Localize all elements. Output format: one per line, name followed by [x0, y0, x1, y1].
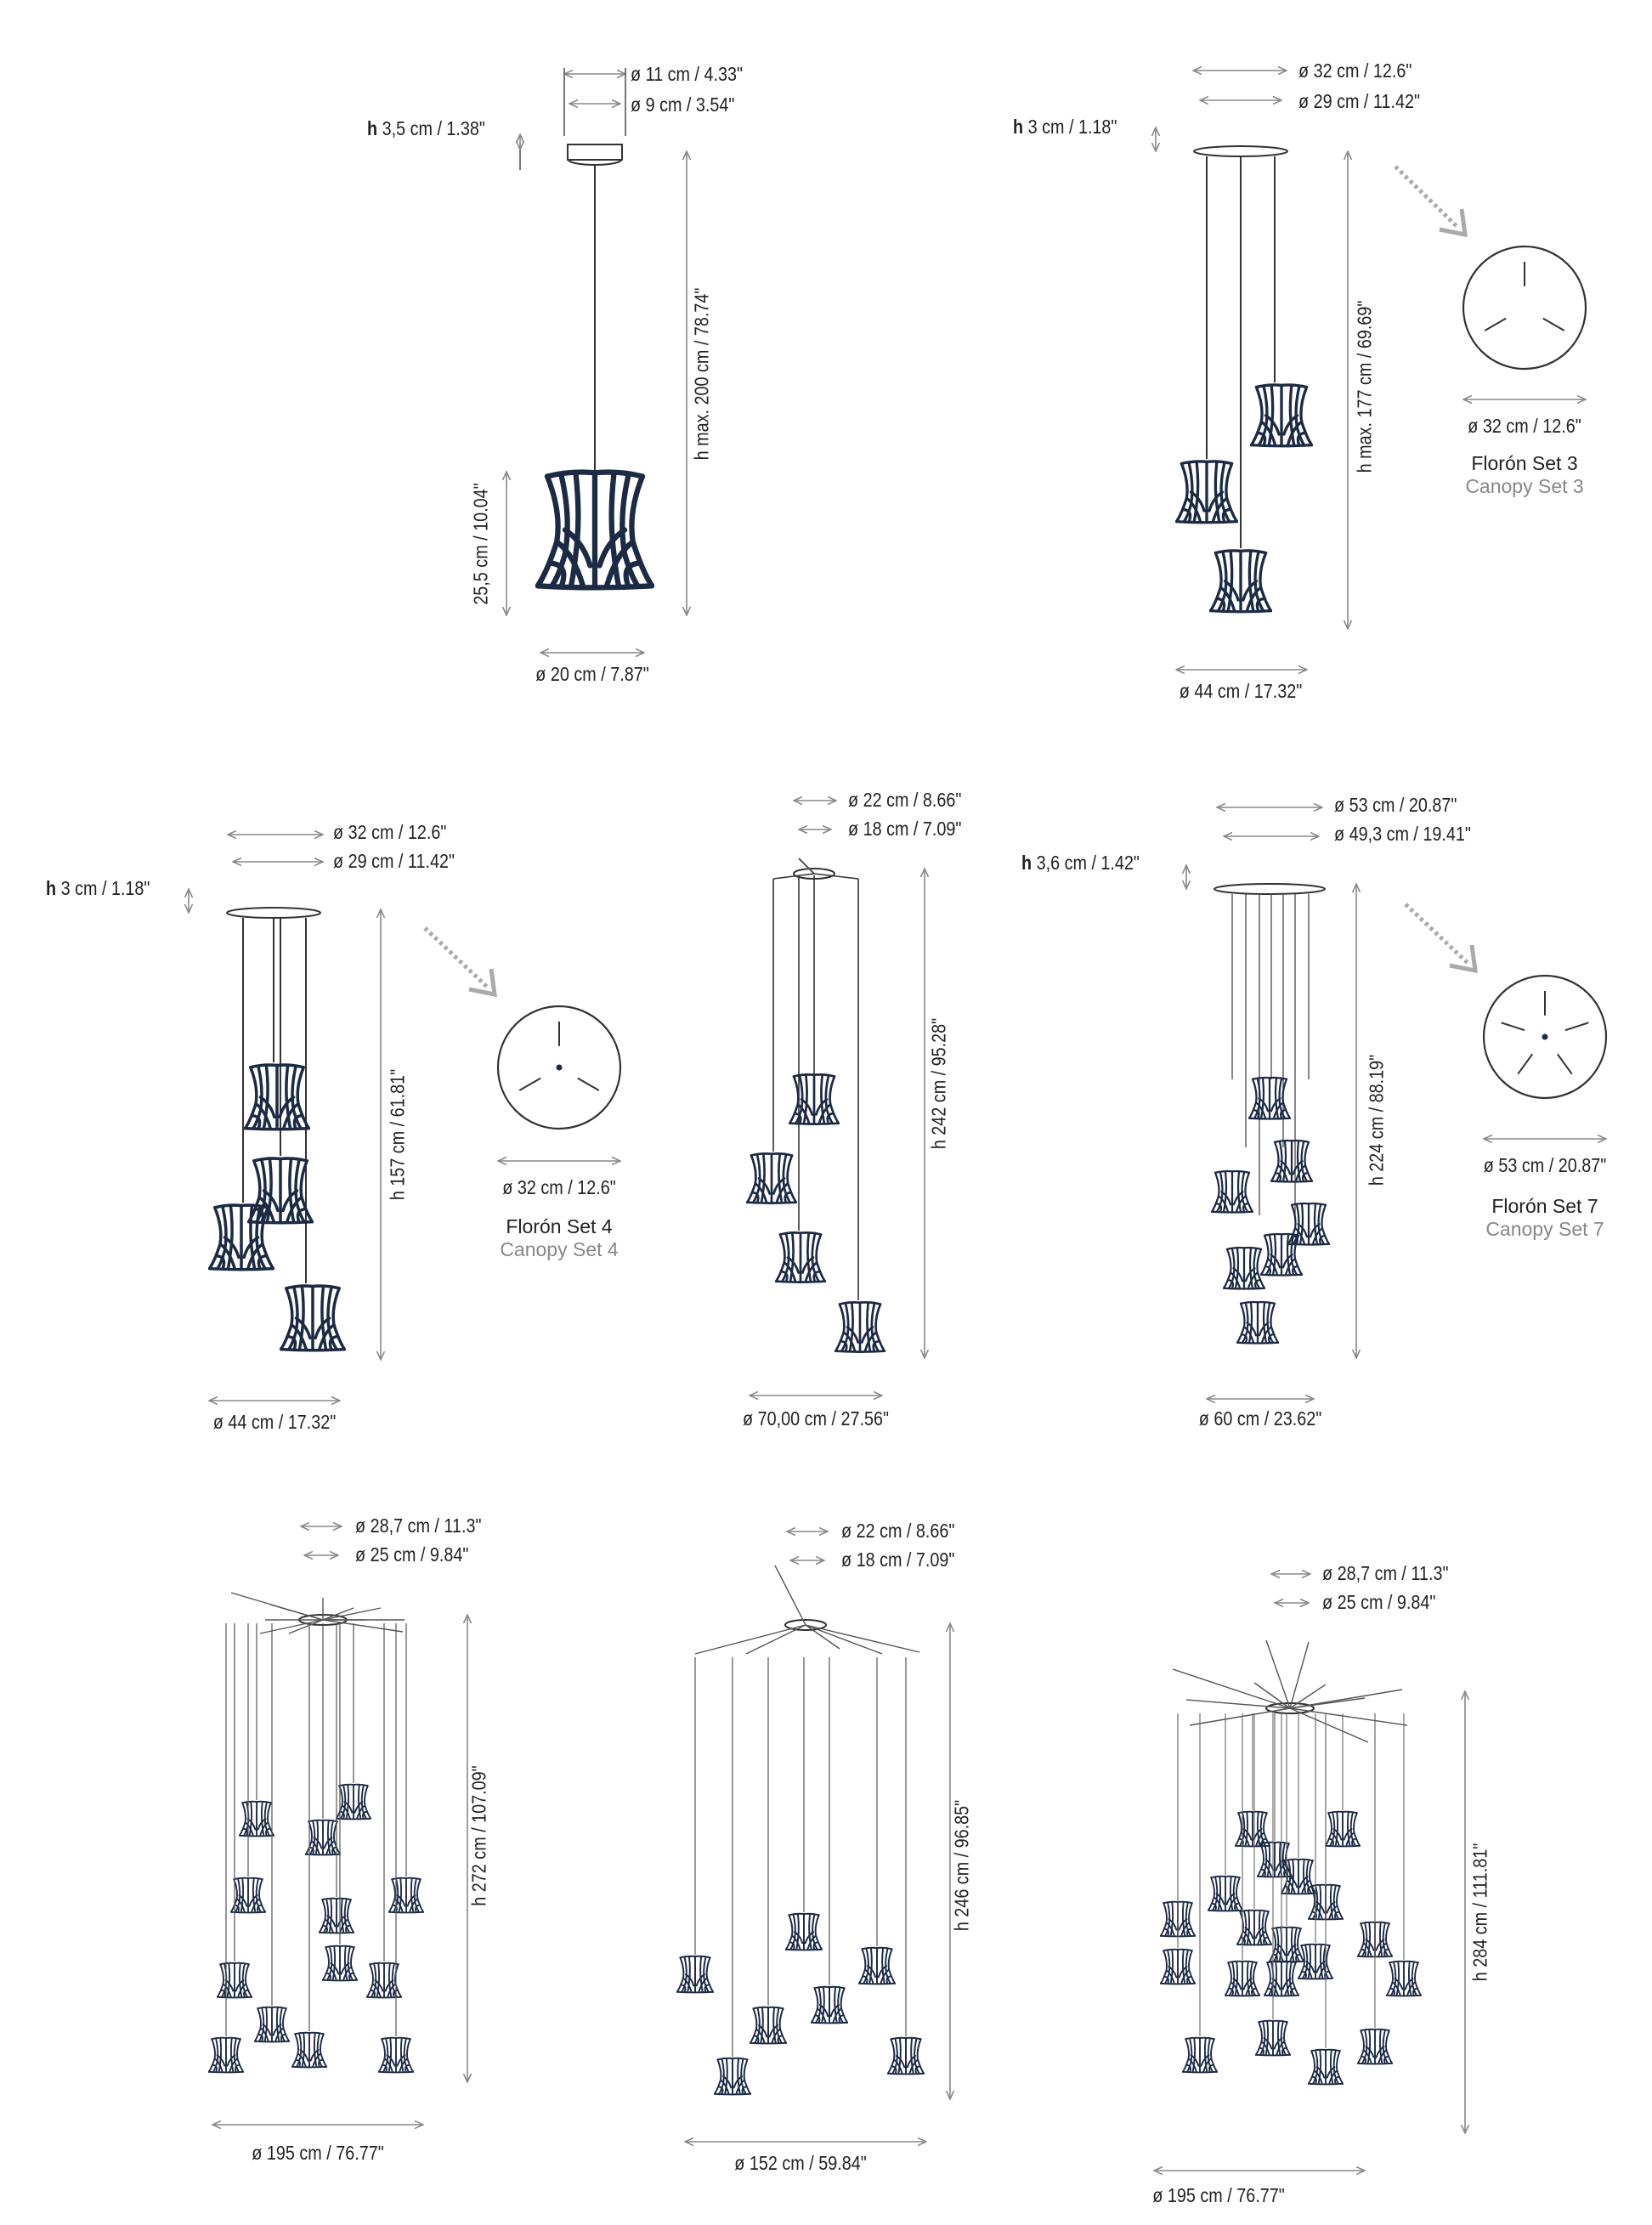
f7-arm	[695, 1625, 806, 1654]
f8-total-height: h 284 cm / 111.81"	[1468, 1843, 1491, 1982]
f3-canopy-height-value: 3 cm / 1.18"	[60, 877, 150, 899]
f2-canopy-height-value: 3 cm / 1.18"	[1027, 116, 1117, 138]
f4-shade	[747, 1153, 796, 1203]
f5-canopy-plan-arm	[1518, 1054, 1532, 1073]
f7-shade	[786, 1914, 822, 1950]
f5-canopy-diameter-inner: ø 49,3 cm / 19.41"	[1334, 823, 1471, 845]
f2-spread-diameter: ø 44 cm / 17.32"	[1179, 680, 1303, 702]
f7-spread-diameter: ø 152 cm / 59.84"	[734, 2152, 867, 2174]
f8-shade	[1161, 1950, 1195, 1984]
f5-canopy-plan-arm	[1565, 1022, 1588, 1030]
f6-shade	[379, 2038, 413, 2073]
f5-total-height: h 224 cm / 88.19"	[1365, 1054, 1388, 1186]
f3-canopy-diameter-inner: ø 29 cm / 11.42"	[333, 850, 455, 872]
f5-canopy-plan-diameter: ø 53 cm / 20.87"	[1483, 1154, 1607, 1176]
f2-canopy-plan	[1463, 246, 1586, 369]
f6-canopy-diameter-outer: ø 28,7 cm / 11.3"	[355, 1514, 482, 1537]
f3-canopy-diameter-outer: ø 32 cm / 12.6"	[333, 821, 447, 843]
f8-shade	[1208, 1877, 1242, 1911]
f1-canopy-diameter-inner: ø 9 cm / 3.54"	[631, 93, 735, 116]
f3-view-arrow	[425, 928, 488, 988]
f6-shade	[231, 1878, 265, 1913]
f4-shade	[835, 1302, 885, 1351]
f3-shade	[281, 1286, 345, 1350]
f6-shade	[306, 1820, 340, 1855]
f5-canopy-plan-center-dot	[1542, 1034, 1548, 1040]
f3-canopy-name	[500, 1215, 618, 1261]
f4-shade	[789, 1074, 839, 1124]
f6-shade	[255, 2007, 289, 2042]
f8-shade	[1256, 2021, 1290, 2056]
f3-spread-diameter: ø 44 cm / 17.32"	[212, 1411, 337, 1433]
f3-canopy-plan-arm	[578, 1079, 599, 1090]
f1-canopy-height	[367, 117, 485, 140]
f1-canopy-height-prefix: h	[367, 117, 378, 139]
f1-shade	[538, 473, 652, 588]
f8-shade	[1358, 2030, 1392, 2064]
f8-shade	[1264, 1962, 1298, 1996]
f6-shade	[292, 2033, 326, 2068]
f5-canopy-name-en: Canopy Set 7	[1485, 1218, 1604, 1240]
f2-shade	[1210, 551, 1270, 612]
f3-canopy-name-en: Canopy Set 4	[500, 1238, 619, 1260]
f7-arm	[775, 1565, 806, 1625]
f8-arm	[1290, 1708, 1407, 1725]
f6-shade	[389, 1878, 423, 1913]
f8-canopy-diameter-inner: ø 25 cm / 9.84"	[1322, 1591, 1436, 1613]
f3-shade	[246, 1065, 309, 1129]
f7-shade	[812, 1987, 847, 2024]
f8-arm	[1173, 1669, 1290, 1708]
f2-canopy-height-prefix: h	[1013, 116, 1024, 138]
f8-shade	[1183, 2038, 1217, 2073]
f2-canopy-plan-diameter: ø 32 cm / 12.6"	[1468, 415, 1581, 437]
f1-total-height: h max. 200 cm / 78.74"	[690, 287, 713, 461]
f7-shade	[750, 2007, 786, 2044]
f5-shade	[1249, 1078, 1290, 1119]
f6-shade	[320, 1899, 354, 1933]
f6-shade	[218, 1963, 252, 1998]
f8-shade	[1387, 1962, 1421, 1996]
f6-shade	[323, 1946, 357, 1981]
f8-arm	[1266, 1640, 1290, 1708]
f7-total-height: h 246 cm / 96.85"	[950, 1799, 973, 1932]
f2-canopy	[1194, 146, 1287, 156]
f8-shade	[1225, 1962, 1259, 1996]
f5-canopy-diameter-outer: ø 53 cm / 20.87"	[1334, 794, 1457, 816]
f1-canopy-diameter-outer: ø 11 cm / 4.33"	[631, 63, 743, 85]
f8-shade	[1309, 2050, 1343, 2085]
f5-canopy-height	[1021, 852, 1140, 875]
f6-shade	[209, 2038, 243, 2073]
f2-canopy-plan-arm	[1485, 319, 1506, 331]
f7-shade	[677, 1956, 713, 1993]
f5-shade	[1288, 1203, 1329, 1245]
f7-shade	[715, 2058, 750, 2095]
f5-view-arrow	[1406, 904, 1468, 964]
f4-shade	[776, 1232, 825, 1282]
f1-canopy-height-value: 3,5 cm / 1.38"	[382, 117, 485, 139]
f2-total-height: h max. 177 cm / 69.69"	[1353, 300, 1376, 473]
f5-canopy-height-value: 3,6 cm / 1.42"	[1036, 852, 1140, 874]
f3-canopy-plan-arm	[519, 1079, 540, 1090]
f4-canopy-diameter-outer: ø 22 cm / 8.66"	[848, 789, 962, 811]
f5-canopy-plan-arm	[1558, 1054, 1572, 1073]
f3-canopy-name-es: Florón Set 4	[506, 1215, 613, 1237]
f5-canopy	[1214, 884, 1325, 894]
f5-shade	[1271, 1141, 1312, 1182]
f2-view-arrow	[1395, 167, 1458, 228]
f2-view-arrow-head	[1440, 209, 1465, 235]
f2-canopy-name-en: Canopy Set 3	[1465, 475, 1584, 497]
f6-total-height: h 272 cm / 107.09"	[467, 1765, 490, 1906]
f2-canopy-plan-arm	[1543, 319, 1564, 331]
f2-shade	[1251, 385, 1311, 446]
f5-canopy-name-es: Florón Set 7	[1491, 1195, 1598, 1217]
f6-arm	[270, 1605, 323, 1620]
f8-canopy-diameter-outer: ø 28,7 cm / 11.3"	[1322, 1562, 1449, 1584]
f8-arm	[1290, 1690, 1402, 1708]
f5-canopy-plan-arm	[1502, 1022, 1525, 1030]
f6-arm	[323, 1620, 403, 1632]
f3-canopy	[227, 908, 320, 918]
f3-canopy-plan-center-dot	[557, 1065, 563, 1071]
f6-shade	[240, 1802, 274, 1837]
f5-spread-diameter: ø 60 cm / 23.62"	[1198, 1407, 1322, 1430]
f3-canopy-height-prefix: h	[46, 877, 57, 899]
f7-shade	[888, 2038, 924, 2075]
f6-arm	[323, 1608, 381, 1620]
f1-canopy-body	[568, 144, 622, 160]
f3-total-height: h 157 cm / 61.81"	[386, 1068, 409, 1201]
f8-shade	[1270, 1928, 1304, 1962]
f5-shade	[1237, 1302, 1278, 1344]
f7-canopy-diameter-outer: ø 22 cm / 8.66"	[841, 1520, 955, 1542]
f5-shade	[1224, 1248, 1264, 1289]
f6-spread-diameter: ø 195 cm / 76.77"	[252, 2142, 384, 2164]
f6-arm	[260, 1620, 323, 1633]
f3-canopy-plan-diameter: ø 32 cm / 12.6"	[502, 1176, 616, 1198]
f8-shade	[1236, 1812, 1270, 1847]
f8-spread-diameter: ø 195 cm / 76.77"	[1152, 2184, 1285, 2206]
f7-shade	[859, 1948, 895, 1984]
f7-arm	[806, 1625, 882, 1654]
f5-canopy-plan	[1484, 976, 1606, 1098]
f6-shade	[337, 1785, 371, 1820]
f4-total-height: h 242 cm / 95.28"	[927, 1017, 950, 1150]
f4-spread-diameter: ø 70,00 cm / 27.56"	[743, 1407, 889, 1430]
f1-shade-diameter: ø 20 cm / 7.87"	[535, 663, 649, 685]
f2-canopy-name	[1465, 452, 1583, 498]
f5-canopy-height-prefix: h	[1021, 852, 1032, 874]
f2-canopy-diameter-inner: ø 29 cm / 11.42"	[1298, 90, 1420, 112]
f7-arm	[806, 1625, 919, 1652]
f7-canopy-diameter-inner: ø 18 cm / 7.09"	[841, 1548, 955, 1571]
f4-canopy-diameter-inner: ø 18 cm / 7.09"	[848, 818, 962, 840]
f6-canopy-diameter-inner: ø 25 cm / 9.84"	[355, 1543, 469, 1565]
f5-canopy-name	[1485, 1195, 1604, 1241]
f2-shade	[1176, 461, 1236, 523]
f2-canopy-height	[1013, 116, 1117, 139]
f2-canopy-diameter-outer: ø 32 cm / 12.6"	[1298, 59, 1412, 82]
f3-canopy-height	[46, 877, 150, 900]
f5-shade	[1212, 1171, 1253, 1213]
f2-canopy-name-es: Florón Set 3	[1471, 452, 1578, 474]
f1-shade-height: 25,5 cm / 10.04"	[469, 483, 492, 605]
f3-canopy-plan	[498, 1006, 620, 1129]
f7-arm	[746, 1625, 806, 1654]
f8-shade	[1326, 1812, 1360, 1847]
